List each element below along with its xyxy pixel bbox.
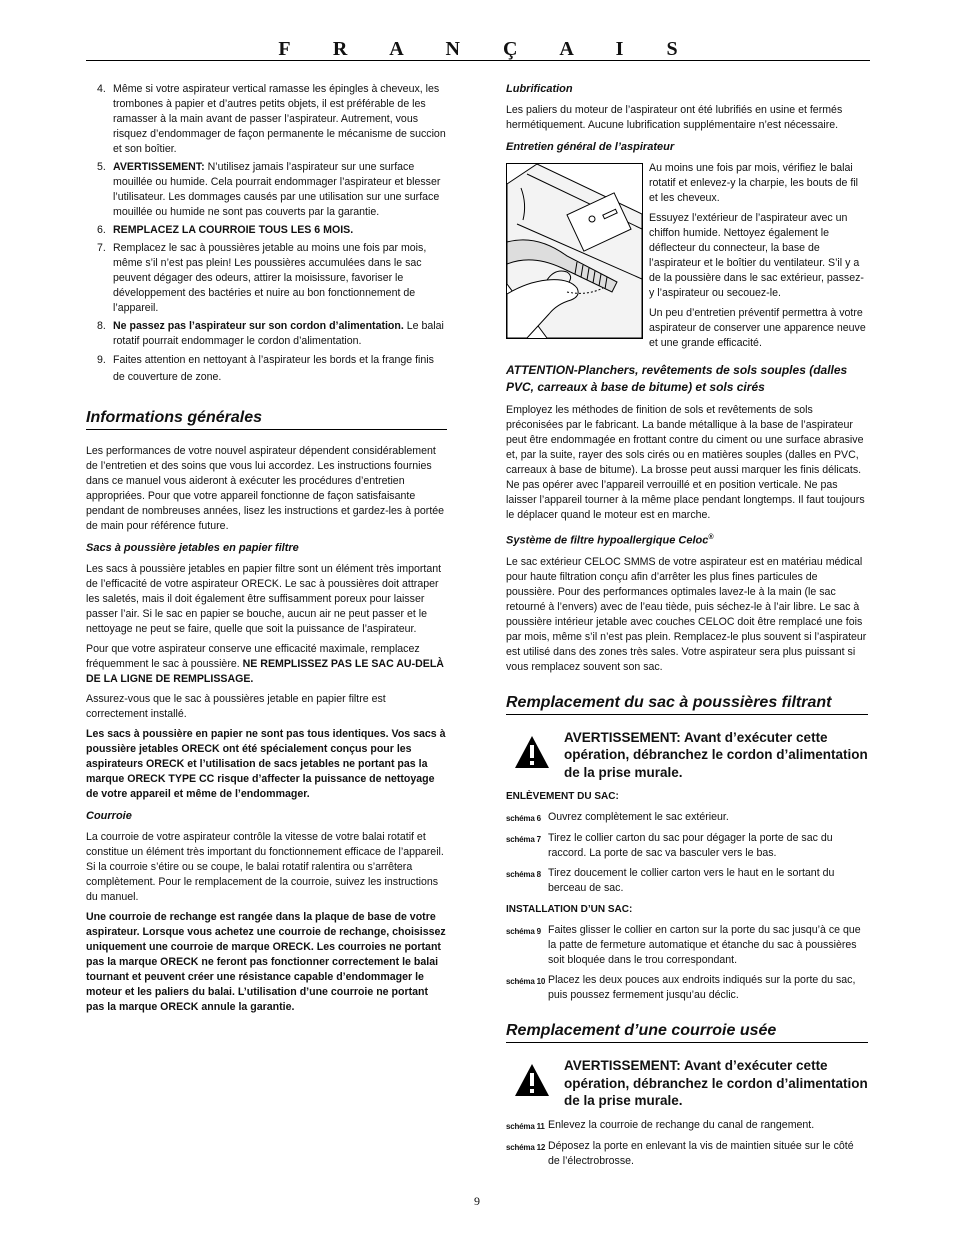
attention-paragraph: Employez les méthodes de finition de sols et revêtements de sols préconisées par le fabricant. La bande métallique à la base de l’aspirateur peut être endommagée en frottant contre du ciment ou une surface abrasive et, par la suite, rayer des sols cirés ou en matières souples (dalles en PVC, carreaux à base de bitume). La brosse peut aussi marquer les finis délicats. Ne pas opérer avec l’appareil verrouillé et en position verticale. Ne pas laisser l’appareil tourner à la même place pendant longtemps. Il faut toujours le déplacer quand le moteur est en marche. [506,404,865,521]
subsection-title-attention: ATTENTION-Planchers, revêtements de sols souples (dalles PVC, carreaux à base de bitume) et sols cirés [506,363,848,394]
entretien-paragraph-1: Au moins une fois par mois, vérifiez le balai rotatif et enlevez-y la charpie, les bouts de fil et les cheveux. [649,162,859,204]
step-item: schéma 12 Déposez la porte en enlevant la vis de maintien située sur le côté de l’électrobrosse. [506,1139,854,1167]
subsection-title-courroie: Courroie [86,810,132,822]
page-number: 9 [474,1194,480,1208]
subsection-title-entretien: Entretien général de l’aspirateur [506,141,675,153]
subsection-title-sacs: Sacs à poussière jetables en papier filtre [86,542,299,554]
lubrification-paragraph: Les paliers du moteur de l’aspirateur ont été lubrifiés en usine et fermés hermétiquement. Aucune lubrification supplémentaire n’est nécessaire. [506,104,843,131]
safety-list [86,82,447,386]
section-title-informations: Informations générales [86,408,447,430]
warning-box-courroie: AVERTISSEMENT: Avant d’exécuter cette opération, débranchez le cordon d’alimentation de la prise murale. [506,1057,868,1110]
subsection-title-lubrification: Lubrification [506,83,573,95]
step-item: schéma 7 Tirez le collier carton du sac pour dégager la porte de sac du raccord. La porte de sac va basculer vers le bas. [506,832,833,860]
brush-roll-illustration-icon [507,164,642,338]
sacs-paragraph-3: Assurez-vous que le sac à poussières jetable en papier filtre est correctement installé. [86,693,386,720]
warning-icon [514,735,550,769]
list-item: 8. Ne passez pas l’aspirateur sur son cordon d’alimentation. Le balai rotatif pourrait endommager le cordon d’alimentation. [97,320,444,347]
section-title-remplacement-courroie: Remplacement d’une courroie usée [506,1021,868,1043]
list-item: 6. REMPLACEZ LA COURROIE TOUS LES 6 MOIS. [97,224,354,236]
header-rule [86,60,870,61]
section-title-remplacement-sac: Remplacement du sac à poussières filtrant [506,693,868,715]
sacs-paragraph-1: Les sacs à poussière jetables en papier filtre sont un élément très important de l’efficacité de votre aspirateur ORECK. Le sac à poussières doit attraper les saletés, mais il doit également être suffisamment poreux pour laisser passer l’air. Si le sac en papier se bouche, aucun air ne peut passer et le nettoyage ne peut se faire, quelle que soit la puissance de l’aspirateur. [86,563,442,635]
entretien-text [649,161,868,356]
list-item: 5. AVERTISSEMENT: N’utilisez jamais l’aspirateur sur une surface mouillée ou humide. Cela pourrait endommager l’aspirateur et blesser l’utilisateur. Les dommages causés par une utilisation sur une surface mouillée ou humide ne sont pas couverts par la garantie. [97,161,441,218]
enlevement-label: ENLÈVEMENT DU SAC: [506,791,619,803]
subsection-title-celoc: Système de filtre hypoallergique Celoc® [506,534,714,547]
entretien-paragraph-2: Essuyez l’extérieur de l’aspirateur avec un chiffon humide. Nettoyez également le déflecteur du connecteur, la base de l’aspirateur et le boîtier du ventilateur. S’il y a de la poussière dans le sac extérieur, passez-y l’aspirateur ou secouez-le. [649,212,864,299]
step-item: schéma 9 Faites glisser le collier en carton sur la porte du sac jusqu’à ce que la patte de fermeture automatique et étanche du sac à poussières soit bloquée dans le trou correspondant. [506,924,861,967]
list-item: 7. Remplacez le sac à poussières jetable au moins une fois par mois, même s’il n’est pas plein! Les poussières accumulées dans le sac peuvent dégager des odeurs, attirer la moisissure, favoriser le développement des bactéries et nuire au bon fonctionnement de l’appareil. [97,242,427,314]
info-paragraph: Les performances de votre nouvel aspirateur dépendent considérablement de l’entretien et des soins que vous lui accordez. Les instructions fournies dans ce manuel vous aideront à exécuter les procédures d’entretien appropriées. Pour que votre appareil fonctionne de façon satisfaisante pendant de nombreuses années, lisez les instructions et gardez-les à portée de main pour référence future. [86,445,445,532]
sacs-paragraph-2: Pour que votre aspirateur conserve une efficacité maximale, remplacez fréquemment le sac à poussière. NE REMPLISSEZ PAS LE SAC AU-DELÀ DE LA LIGNE DE REMPLISSAGE. [86,643,444,685]
courroie-paragraph-2: Une courroie de rechange est rangée dans la plaque de base de votre aspirateur. Lorsque vous achetez une courroie de rechange, choisissez uniquement une courroie de marque ORECK. Les courroies ne portant pas la marque ORECK ne feront pas fonctionner correctement le balai tournant et peuvent créer une résistance capable d’endommager le moteur et les paliers du balai. L’utilisation d’une courroie ne portant pas la marque ORECK annule la garantie. [86,911,446,1013]
step-item: schéma 11 Enlevez la courroie de rechange du canal de rangement. [506,1118,815,1131]
sacs-paragraph-4: Les sacs à poussière en papier ne sont pas tous identiques. Vos sacs à poussière jetables ORECK ont été spécialement conçus pour les aspirateurs ORECK et l’utilisation de sacs jetables ne portant pas la marque ORECK TYPE CC risque d’affecter la puissance de nettoyage de votre appareil et même de l’endommager. [86,728,446,800]
vacuum-cleaning-illustration [506,163,643,339]
warning-box-sac: AVERTISSEMENT: Avant d’exécuter cette opération, débranchez le cordon d’alimentation de la prise murale. [506,729,868,782]
installation-label: INSTALLATION D’UN SAC: [506,904,633,916]
courroie-paragraph-1: La courroie de votre aspirateur contrôle la vitesse de votre balai rotatif et constitue un élément très important du fonctionnement efficace de l’appareil. Si la courroie s’étire ou se coupe, le balai rotatif ralentira ou s’arrêtera complètement. Pour le remplacement de la courroie, suivez les instructions du manuel. [86,831,444,903]
step-item: schéma 8 Tirez doucement le collier carton vers le haut en le sortant du berceau de sac. [506,867,835,895]
step-item: schéma 10 Placez les deux pouces aux endroits indiqués sur la porte du sac, puis poussez fermement jusqu’au déclic. [506,974,856,1002]
step-item: schéma 6 Ouvrez complètement le sac extérieur. [506,811,729,824]
entretien-paragraph-3: Un peu d’entretien préventif permettra à votre aspirateur de conserver une apparence neuve et une grande efficacité. [649,307,866,349]
right-column [506,82,868,1174]
warning-icon [514,1063,550,1097]
page-header-title: F R A N Ç A I S [278,38,697,60]
left-column [86,82,447,1020]
list-item: 9. Faites attention en nettoyant à l’aspirateur les bords et la frange finis de couverture de zone. [97,354,434,383]
celoc-paragraph: Le sac extérieur CELOC SMMS de votre aspirateur est en matériau médical pour haute filtration conçu afin d’arrêter les plus fines particules de poussière. Pour des performances optimales lavez-le à la main (le sac retourné à l’envers) avec de l’eau tiède, puis séchez-le à l’air libre. Le sac à poussière intérieur jetable avec couches CELOC doit être remplacé une fois par mois, même s’il n’est pas plein. Remplacez-le plus souvent si l’aspirateur est utilisé dans des zones très sales. Votre aspirateur sera plus puissant si vous remplacez souvent son sac. [506,555,867,673]
entretien-block [506,161,868,356]
list-item: 4. Même si votre aspirateur vertical ramasse les épingles à cheveux, les trombones à papier et d’autres petits objets, il est préférable de les ramasser à la main avant de passer l’aspirateur. Autrement, vous risquez d’endommager de façon permanente le mécanisme de succion et son boîtier. [97,83,446,155]
